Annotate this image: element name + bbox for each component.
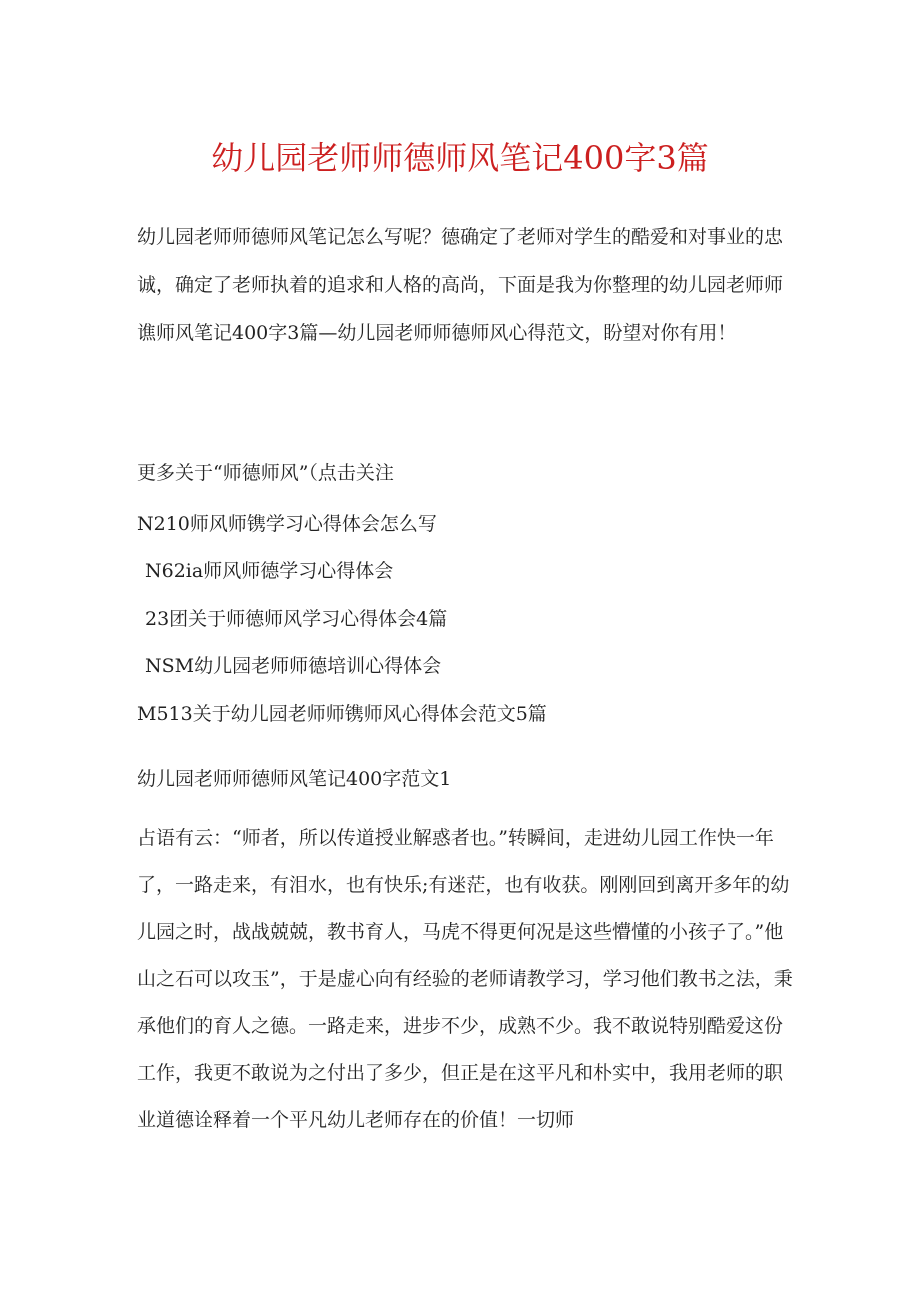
document-title: 幼儿园老师师德师风笔记400字3篇 <box>211 139 709 177</box>
related-heading: 更多关于“师德师风”（点击关注 <box>137 462 394 484</box>
intro-text: 幼儿园老师师德师风笔记怎么写呢？德确定了老师对学生的酷爱和对事业的忠诚，确定了老师执着的追求和人格的高尚，下面是我为你整理的幼儿园老师师谯师风笔记400字3篇—幼儿园老师师德师风心得范文，盼望对你有用！ <box>137 226 784 344</box>
intro-paragraph <box>137 213 797 357</box>
related-link-3[interactable]: 23团关于师德师风学习心得体会4篇 <box>145 608 448 630</box>
related-link-1[interactable]: N210师风师镌学习心得体会怎么写 <box>137 513 437 535</box>
related-link-4[interactable]: NSM幼儿园老师师德培训心得体会 <box>145 655 442 677</box>
related-link-2[interactable]: N62ia师风师德学习心得体会 <box>145 560 394 582</box>
section-body-text: 占语有云：“师者，所以传道授业解惑者也。”转瞬间，走进幼儿园工作快一年了，一路走来，有泪水，也有快乐;有迷茫，也有收获。刚刚回到离开多年的幼儿园之时，战战兢兢，教书育人，马虎不得更何况是这些懵懂的小孩子了。”他山之石可以攻玉”，于是虚心向有经验的老师请教学习，学习他们教书之法，秉承他们的育人之德。一路走来，进步不少，成熟不少。我不敢说特别酷爱这份工作，我更不敢说为之付出了多少，但正是在这平凡和朴实中，我用老师的职业道德诠释着一个平凡幼儿老师存在的价值！一切师 <box>137 827 793 1131</box>
related-link-5[interactable]: M513关于幼儿园老师师镌师风心得体会范文5篇 <box>137 703 547 725</box>
section-body <box>137 815 797 1144</box>
section-heading: 幼儿园老师师德师风笔记400字范文1 <box>137 768 452 790</box>
